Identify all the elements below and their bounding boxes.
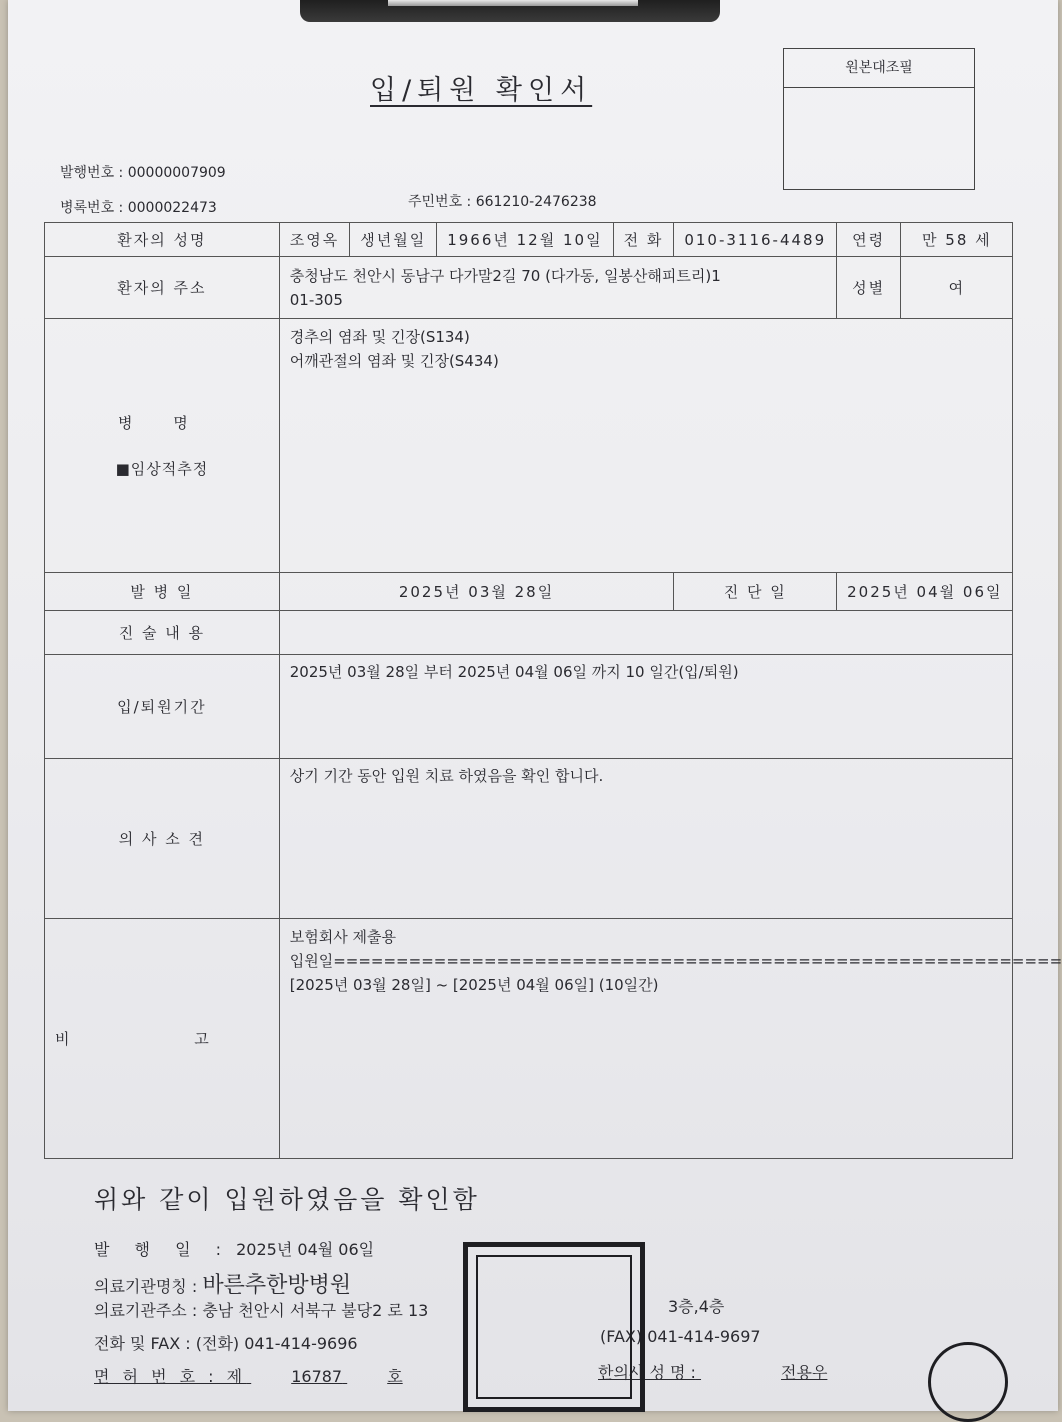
confirmation-statement: 위와 같이 입원하였음을 확인함 [94, 1185, 480, 1214]
license-suffix: 호 [387, 1367, 403, 1386]
footer [94, 1180, 1024, 1234]
license-label: 면 허 번 호 : 제 [94, 1367, 247, 1386]
age-label: 연령 [837, 223, 901, 257]
institution-address-row [94, 1298, 428, 1321]
remarks-line-3: [2025년 03월 28일] ~ [2025년 04월 06일] (10일간) [289, 976, 659, 994]
remarks-line-2: 입원일========================================================== [289, 952, 1062, 970]
clipboard-clip-bar [388, 0, 638, 6]
institution-phone: (전화) 041-414-9696 [195, 1334, 358, 1353]
record-number [60, 197, 217, 217]
period-label: 입/퇴원기간 [45, 655, 280, 759]
issue-date-row [94, 1237, 374, 1260]
phone-fax-row [94, 1331, 358, 1354]
age-value: 만 58 세 [901, 223, 1013, 257]
doctor-seal-stamp [928, 1342, 1008, 1422]
diagnosis-list [279, 319, 1013, 573]
record-number-value: 0000022473 [127, 200, 217, 216]
institution-fax: (FAX) 041-414-9697 [600, 1327, 761, 1346]
onset-value: 2025년 03월 28일 [279, 573, 674, 611]
address-line-1: 충청남도 천안시 동남구 다가말2길 70 (다가동, 일봉산해피트리)1 [289, 266, 721, 285]
record-number-label: 병록번호 : [60, 200, 124, 216]
phone-label: 전 화 [613, 223, 674, 257]
diagnosis-label: 병 명 [118, 413, 206, 432]
document-sheet [8, 0, 1062, 1411]
diagnosis-item-1: 경추의 염좌 및 긴장(S134) [289, 328, 470, 346]
issue-number-label: 발행번호 : [60, 165, 124, 181]
diagnosis-date-label: 진 단 일 [674, 573, 837, 611]
institution-address-label: 의료기관주소 : [94, 1301, 198, 1320]
institution-name-row [94, 1268, 351, 1299]
sex-value: 여 [901, 257, 1013, 319]
confirmation-form-table [44, 222, 1062, 1159]
doctor-label: 한의사 성 명 : [598, 1363, 696, 1382]
remarks-value [279, 919, 1062, 1159]
license-row [94, 1364, 403, 1387]
original-verified-label: 원본대조필 [784, 49, 974, 88]
onset-label: 발 병 일 [45, 573, 280, 611]
license-number: 16787 [291, 1367, 343, 1386]
issue-number-value: 00000007909 [127, 165, 226, 181]
period-value: 2025년 03월 28일 부터 2025년 04월 06일 까지 10 일간(입/퇴원) [279, 655, 1013, 759]
statement-label: 진 술 내 용 [45, 611, 280, 655]
address-label: 환자의 주소 [45, 257, 280, 319]
diagnosis-date-value: 2025년 04월 06일 [837, 573, 1013, 611]
resident-number [408, 191, 597, 211]
issue-number [60, 162, 226, 182]
patient-name: 조영옥 [279, 223, 349, 257]
institution-address-tail: 3층,4층 [668, 1297, 725, 1316]
institution-name: 바른추한방병원 [202, 1273, 352, 1298]
opinion-value: 상기 기간 동안 입원 치료 하였음을 확인 합니다. [279, 759, 1013, 919]
hospital-seal-inner [476, 1255, 632, 1399]
dob-value: 1966년 12월 10일 [437, 223, 613, 257]
resident-number-value: 661210-2476238 [475, 194, 597, 210]
dob-label: 생년월일 [350, 223, 437, 257]
institution-address: 충남 천안시 서북구 불당2 로 13 [202, 1301, 429, 1320]
diagnosis-item-2: 어깨관절의 염좌 및 긴장(S434) [289, 352, 499, 370]
address-line-2: 01-305 [289, 290, 343, 309]
remarks-line-1: 보험회사 제출용 [289, 928, 396, 946]
issue-date-value: 2025년 04월 06일 [236, 1240, 375, 1259]
phone-fax-label: 전화 및 FAX : [94, 1334, 191, 1353]
diagnosis-label-cell [45, 319, 280, 573]
opinion-label: 의 사 소 견 [45, 759, 280, 919]
phone-value: 010-3116-4489 [674, 223, 837, 257]
original-verified-box [783, 48, 975, 190]
patient-name-label: 환자의 성명 [45, 223, 280, 257]
clinical-estimate-label: ■임상적추정 [115, 459, 209, 478]
statement-value [279, 611, 1013, 655]
hospital-seal-stamp [463, 1242, 645, 1412]
doctor-name: 전용우 [781, 1363, 828, 1382]
address-value [279, 257, 836, 319]
institution-name-label: 의료기관명칭 : [94, 1277, 198, 1296]
sex-label: 성별 [837, 257, 901, 319]
remarks-label: 비 고 [45, 919, 280, 1159]
document-title: 입/퇴원 확인서 [370, 75, 593, 106]
resident-number-label: 주민번호 : [408, 194, 472, 210]
issue-date-label: 발 행 일 : [94, 1240, 232, 1259]
